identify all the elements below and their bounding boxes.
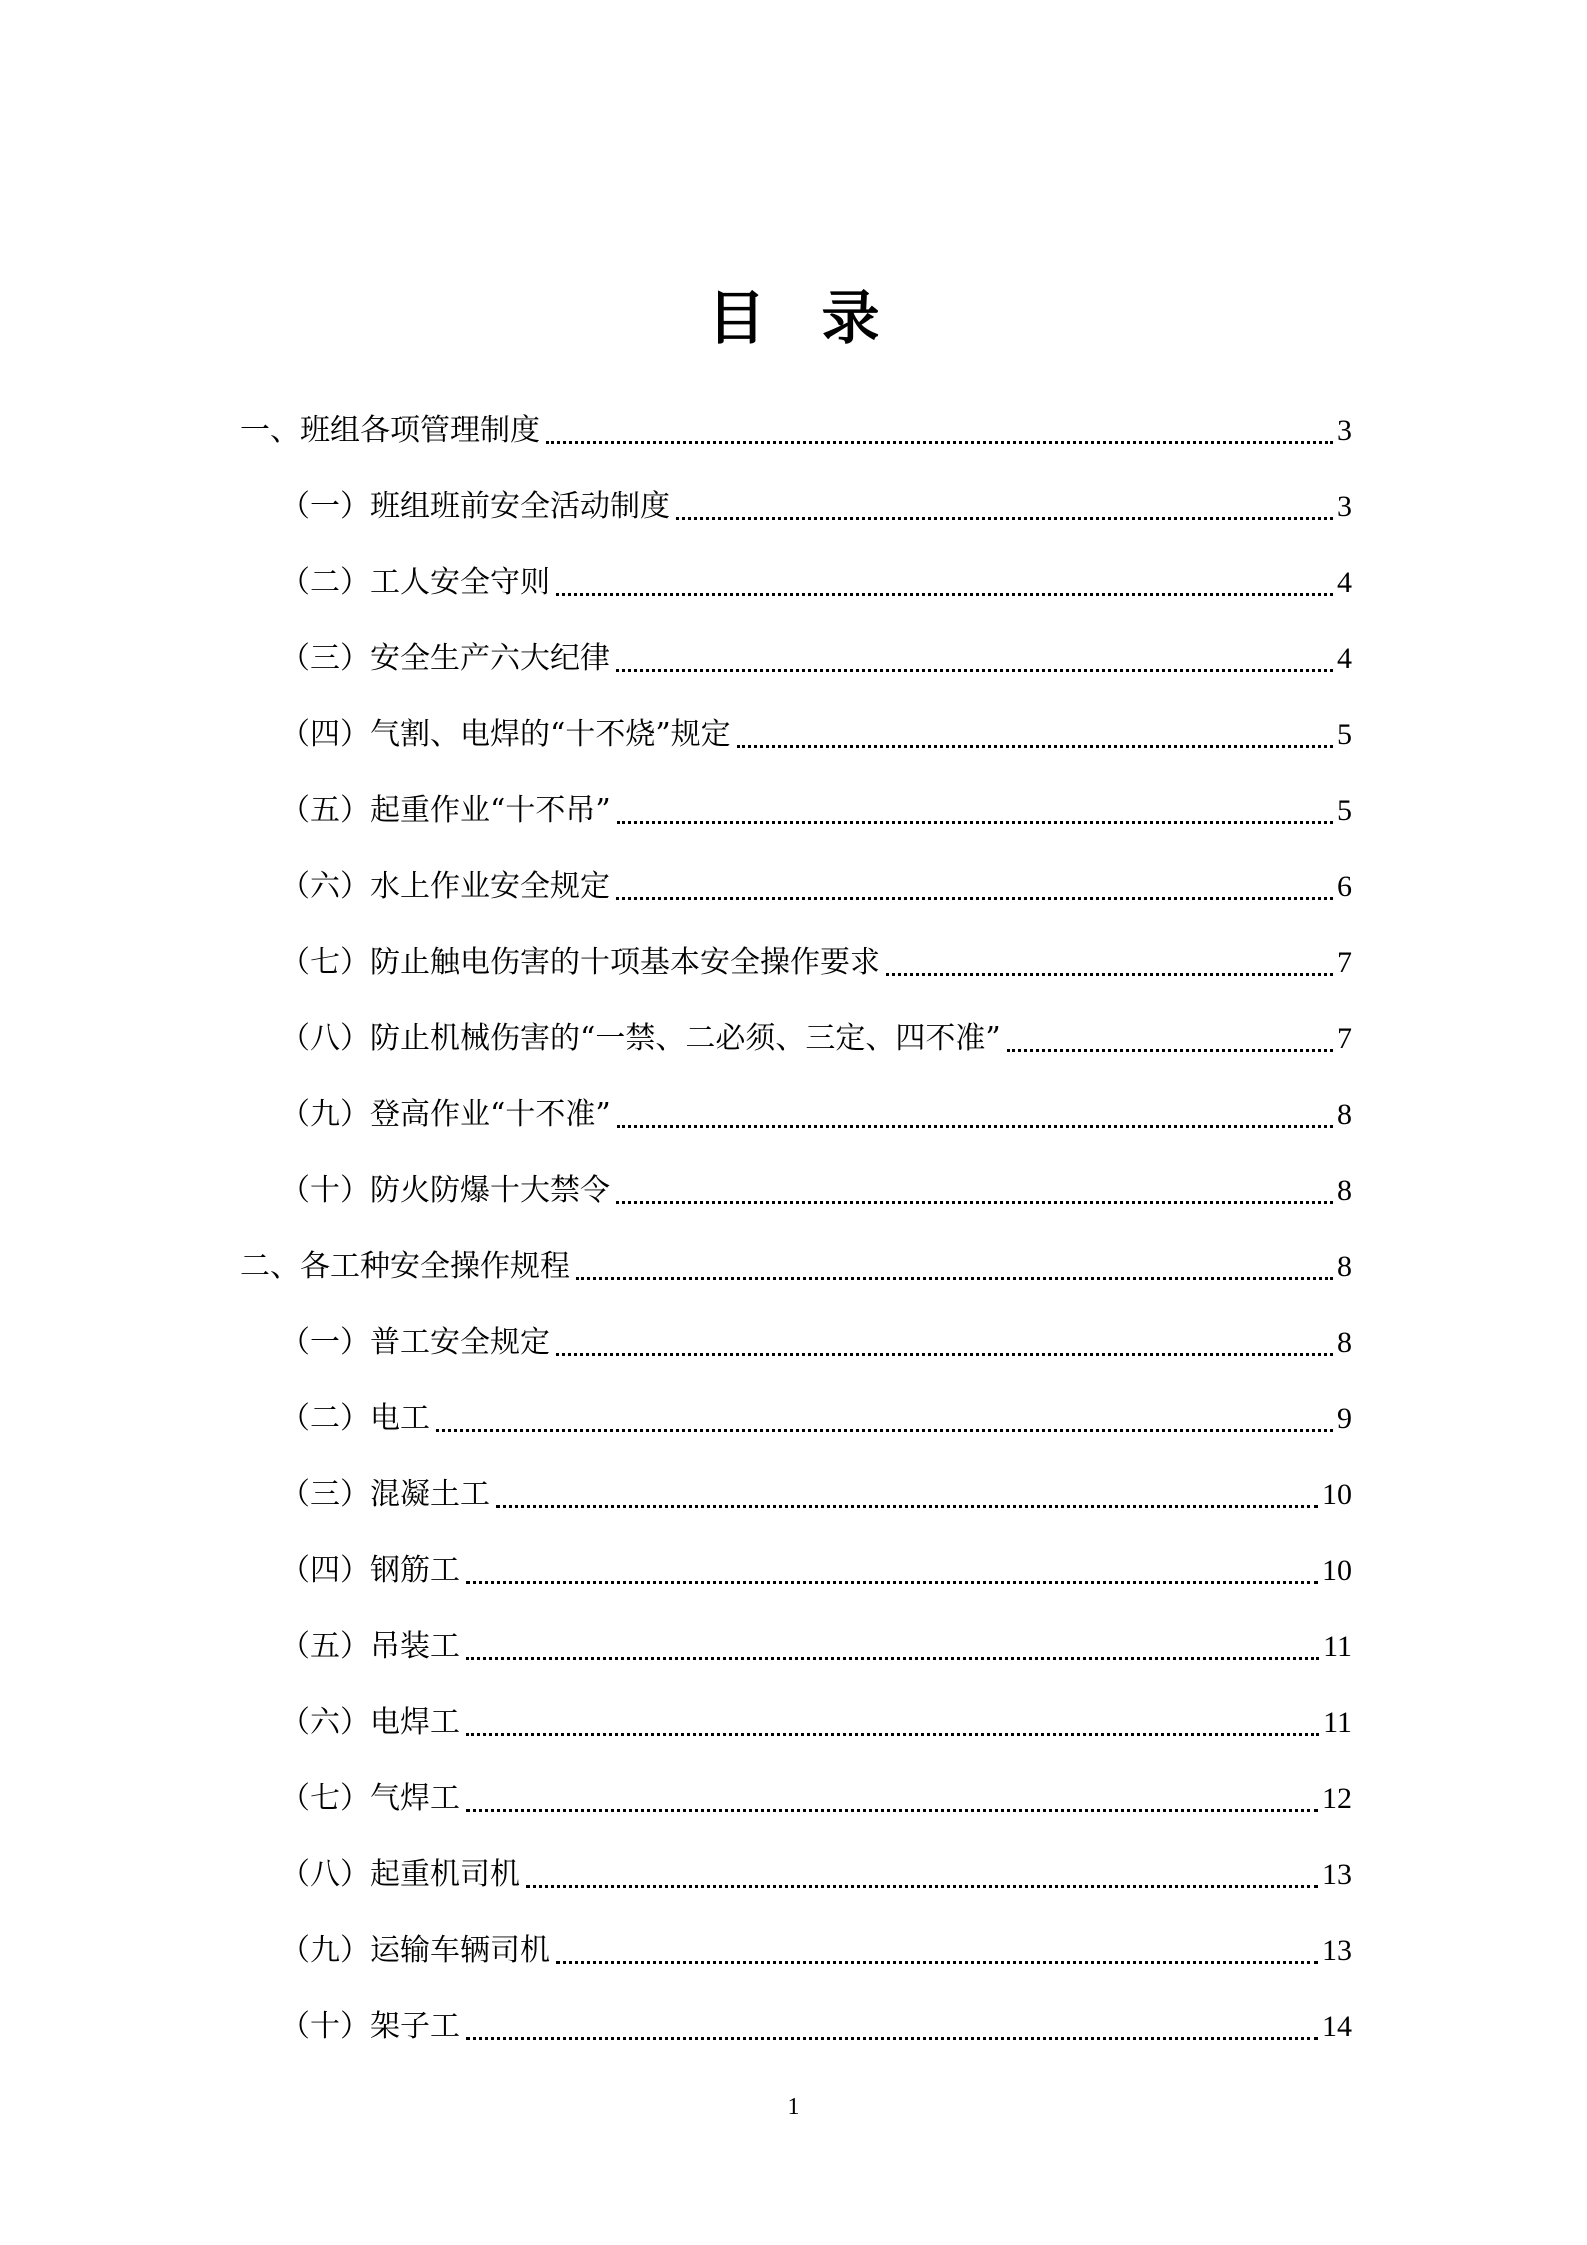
- toc-dot-leader: [676, 517, 1333, 520]
- toc-dot-leader: [556, 1353, 1333, 1356]
- toc-entry-page: 11: [1323, 1630, 1352, 1663]
- toc-entry[interactable]: [280, 1698, 1352, 1748]
- toc-entry[interactable]: [280, 786, 1352, 836]
- toc-entry-title: （一）班组班前安全活动制度: [280, 489, 670, 524]
- toc-entry[interactable]: [280, 1774, 1352, 1824]
- toc-entry-title: （八）起重机司机: [280, 1857, 520, 1892]
- toc-dot-leader: [616, 669, 1333, 672]
- toc-entry-page: 14: [1322, 2010, 1352, 2043]
- toc-entry-page: 8: [1337, 1098, 1352, 1131]
- toc-entry-page: 9: [1337, 1402, 1352, 1435]
- toc-entry[interactable]: [280, 1090, 1352, 1140]
- toc-entry[interactable]: [280, 1850, 1352, 1900]
- toc-entry-title: （十）防火防爆十大禁令: [280, 1173, 610, 1208]
- toc-dot-leader: [466, 1657, 1319, 1660]
- toc-dot-leader: [466, 1581, 1318, 1584]
- toc-dot-leader: [1007, 1049, 1333, 1052]
- toc-entry-title: （九）运输车辆司机: [280, 1933, 550, 1968]
- toc-entry-page: 10: [1322, 1478, 1352, 1511]
- toc-entry-title: （二）工人安全守则: [280, 565, 550, 600]
- toc-dot-leader: [546, 441, 1333, 444]
- toc-entry-title: （六）电焊工: [280, 1705, 460, 1740]
- toc-entry-page: 13: [1322, 1934, 1352, 1967]
- toc-entry-title: （八）防止机械伤害的“一禁、二必须、三定、四不准”: [280, 1021, 1001, 1056]
- toc-entry[interactable]: [280, 2002, 1352, 2052]
- toc-entry-title: （五）吊装工: [280, 1629, 460, 1664]
- toc-entry[interactable]: [280, 938, 1352, 988]
- toc-entry-title: （七）气焊工: [280, 1781, 460, 1816]
- toc-entry-title: （五）起重作业“十不吊”: [280, 793, 611, 828]
- toc-entry-page: 4: [1337, 642, 1352, 675]
- toc-dot-leader: [436, 1429, 1333, 1432]
- toc-entry-page: 3: [1337, 414, 1352, 447]
- toc-dot-leader: [616, 1201, 1333, 1204]
- toc-dot-leader: [526, 1885, 1318, 1888]
- toc-dot-leader: [466, 1809, 1318, 1812]
- toc-dot-leader: [576, 1277, 1333, 1280]
- toc-entry[interactable]: [280, 1394, 1352, 1444]
- toc-entry[interactable]: [280, 1926, 1352, 1976]
- toc-dot-leader: [556, 1961, 1318, 1964]
- toc-entry-title: （十）架子工: [280, 2009, 460, 2044]
- toc-entry-title: （三）混凝土工: [280, 1477, 490, 1512]
- toc-entry-title: （六）水上作业安全规定: [280, 869, 610, 904]
- toc-dot-leader: [617, 821, 1333, 824]
- toc-entry[interactable]: [280, 1470, 1352, 1520]
- toc-dot-leader: [616, 897, 1333, 900]
- toc-dot-leader: [466, 1733, 1319, 1736]
- toc-entry-page: 7: [1337, 1022, 1352, 1055]
- toc-entry[interactable]: [280, 634, 1352, 684]
- toc-entry-page: 6: [1337, 870, 1352, 903]
- toc-entry-title: （一）普工安全规定: [280, 1325, 550, 1360]
- toc-entry-page: 12: [1322, 1782, 1352, 1815]
- toc-entry-title: （四）气割、电焊的“十不烧”规定: [280, 717, 731, 752]
- toc-entry-page: 8: [1337, 1326, 1352, 1359]
- toc-dot-leader: [617, 1125, 1333, 1128]
- toc-entry[interactable]: [240, 406, 1352, 456]
- toc-entry[interactable]: [280, 1546, 1352, 1596]
- toc-dot-leader: [556, 593, 1333, 596]
- toc-entry-title: （二）电工: [280, 1401, 430, 1436]
- toc-entry[interactable]: [280, 482, 1352, 532]
- toc-entry-title: （九）登高作业“十不准”: [280, 1097, 611, 1132]
- toc-entry[interactable]: [280, 1014, 1352, 1064]
- toc-entry[interactable]: [240, 1242, 1352, 1292]
- toc-dot-leader: [737, 745, 1333, 748]
- toc-entry-title: （三）安全生产六大纪律: [280, 641, 610, 676]
- toc-entry-page: 8: [1337, 1174, 1352, 1207]
- toc-entry-title: （四）钢筋工: [280, 1553, 460, 1588]
- toc-entry[interactable]: [280, 862, 1352, 912]
- toc-dot-leader: [886, 973, 1333, 976]
- toc-entry[interactable]: [280, 710, 1352, 760]
- toc-dot-leader: [466, 2037, 1318, 2040]
- toc-entry-page: 4: [1337, 566, 1352, 599]
- toc-entry-page: 5: [1337, 794, 1352, 827]
- toc-entry-page: 3: [1337, 490, 1352, 523]
- toc-entry-page: 7: [1337, 946, 1352, 979]
- toc-dot-leader: [496, 1505, 1318, 1508]
- toc-entry[interactable]: [280, 558, 1352, 608]
- toc-entry-page: 13: [1322, 1858, 1352, 1891]
- toc-entry-page: 8: [1337, 1250, 1352, 1283]
- toc-entry[interactable]: [280, 1318, 1352, 1368]
- toc-entry-page: 11: [1323, 1706, 1352, 1739]
- toc-entry-title: 二、各工种安全操作规程: [240, 1249, 570, 1284]
- toc-entry[interactable]: [280, 1622, 1352, 1672]
- page-number: 1: [787, 2094, 800, 2120]
- toc-entry-page: 10: [1322, 1554, 1352, 1587]
- toc-entry-title: 一、班组各项管理制度: [240, 413, 540, 448]
- toc-entry[interactable]: [280, 1166, 1352, 1216]
- toc-entry-page: 5: [1337, 718, 1352, 751]
- page-title: 目录: [707, 284, 936, 352]
- toc-entry-title: （七）防止触电伤害的十项基本安全操作要求: [280, 945, 880, 980]
